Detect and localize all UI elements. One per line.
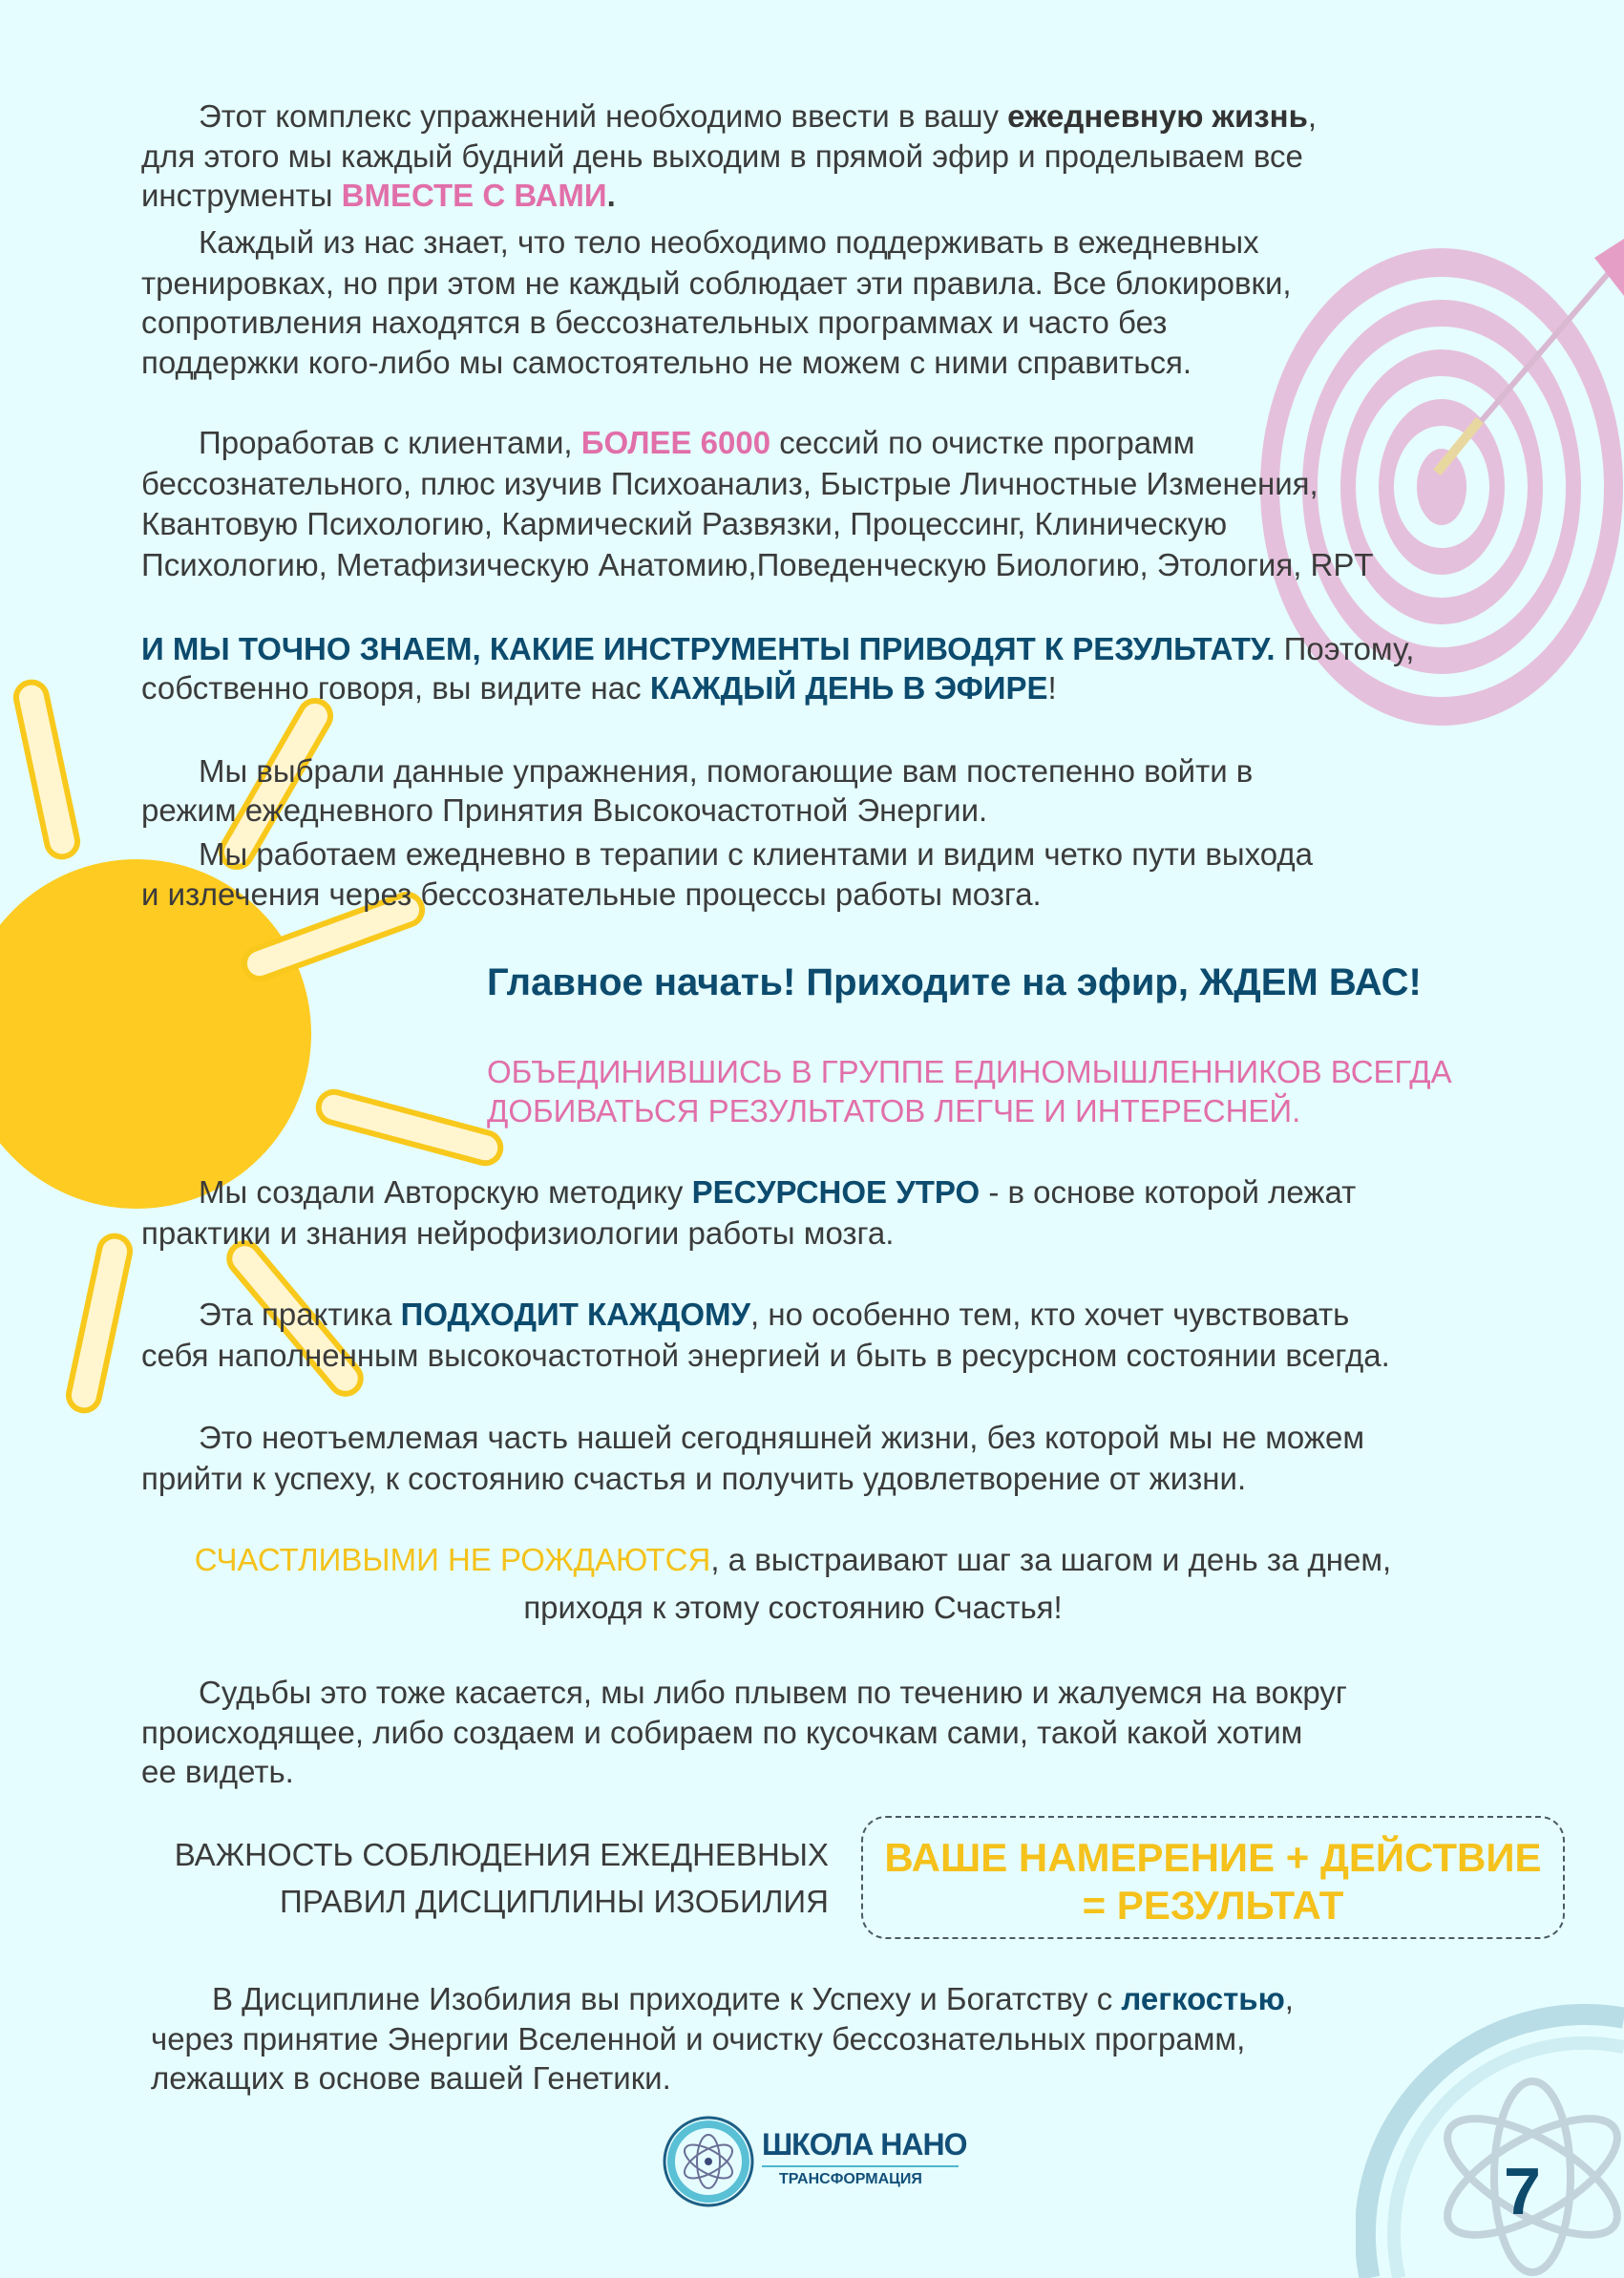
paragraph-line: Судьбы это тоже касается, мы либо плывем по течению и жалуемся на вокруг — [199, 1675, 1347, 1710]
paragraph-line: поддержки кого-либо мы самостоятельно не можем с ними справиться. — [141, 345, 1192, 380]
text: , — [1284, 1981, 1294, 2016]
logo-divider — [762, 2165, 959, 2167]
paragraph-line — [199, 1296, 1349, 1334]
headline: Главное начать! Приходите на эфир, ЖДЕМ ВАС! — [487, 961, 1422, 1003]
text: , но особенно тем, кто хочет чувствовать — [750, 1297, 1350, 1332]
paragraph-line: Это неотъемлемая часть нашей сегодняшней жизни, без которой мы не можем — [199, 1420, 1365, 1455]
pink-note-line: ДОБИВАТЬСЯ РЕЗУЛЬТАТОВ ЛЕГЧЕ И ИНТЕРЕСНЕЙ. — [487, 1093, 1301, 1128]
importance-line: ПРАВИЛ ДИСЦИПЛИНЫ ИЗОБИЛИЯ — [280, 1884, 829, 1919]
text: В Дисциплине Изобилия вы приходите к Успеху и Богатству с — [212, 1981, 1122, 2016]
highlight-text: БОЛЕЕ 6000 — [580, 425, 771, 460]
logo-subtitle: ТРАНСФОРМАЦИЯ — [779, 2171, 922, 2187]
paragraph-line — [0, 1541, 1605, 1579]
sun-ray — [62, 1230, 136, 1417]
atom-corner-decoration — [1356, 1986, 1624, 2278]
paragraph-line: для этого мы каждый будний день выходим в прямой эфир и проделываем все — [141, 138, 1303, 174]
sun-ray — [10, 676, 83, 863]
paragraph-line — [141, 669, 1057, 707]
paragraph-line: лежащих в основе вашей Генетики. — [151, 2060, 671, 2096]
text: Поэтому, — [1275, 631, 1415, 666]
paragraph-line — [212, 1980, 1294, 2018]
paragraph-line: режим ежедневного Принятия Высокочастотной Энергии. — [141, 792, 988, 828]
bold-text: ПОДХОДИТ КАЖДОМУ — [400, 1297, 751, 1332]
target-dart-illustration — [1193, 239, 1624, 773]
paragraph-line: ее видеть. — [141, 1754, 294, 1789]
text: собственно говоря, вы видите нас — [141, 670, 650, 706]
page-number: 7 — [1504, 2154, 1541, 2228]
text: ! — [1047, 670, 1057, 706]
paragraph-line: бессознательного, плюс изучив Психоанализ, Быстрые Личностные Изменения, — [141, 466, 1318, 501]
sun-ray — [312, 1086, 508, 1171]
importance-line: ВАЖНОСТЬ СОБЛЮДЕНИЯ ЕЖЕДНЕВНЫХ — [174, 1837, 829, 1872]
text: . — [606, 178, 616, 213]
paragraph-line: Мы работаем ежедневно в терапии с клиентами и видим четко пути выхода — [199, 836, 1313, 872]
text: инструменты — [141, 178, 342, 213]
bold-text: КАЖДЫЙ ДЕНЬ В ЭФИРЕ — [649, 670, 1048, 706]
paragraph-line: прийти к успеху, к состоянию счастья и получить удовлетворение от жизни. — [141, 1461, 1247, 1496]
bold-text: И МЫ ТОЧНО ЗНАЕМ, КАКИЕ ИНСТРУМЕНТЫ ПРИВОДЯТ К РЕЗУЛЬТАТУ. — [141, 631, 1276, 666]
atom-logo-icon — [661, 2114, 756, 2209]
paragraph-line — [141, 177, 616, 215]
text: , — [1307, 98, 1318, 134]
highlight-text: СЧАСТЛИВЫМИ НЕ РОЖДАЮТСЯ — [194, 1542, 711, 1577]
text: Этот комплекс упражнений необходимо ввести в вашу — [199, 98, 1008, 134]
paragraph-line: через принятие Энергии Вселенной и очистку бессознательных программ, — [151, 2021, 1246, 2057]
paragraph-line: себя наполненным высокочастотной энергией и быть в ресурсном состоянии всегда. — [141, 1338, 1390, 1373]
formula-line: ВАШЕ НАМЕРЕНИЕ + ДЕЙСТВИЕ — [884, 1835, 1542, 1880]
school-logo — [661, 2114, 976, 2209]
formula-line: = РЕЗУЛЬТАТ — [1082, 1883, 1344, 1928]
paragraph-line — [141, 630, 1414, 668]
pink-note-line: ОБЪЕДИНИВШИСЬ В ГРУППЕ ЕДИНОМЫШЛЕННИКОВ ВСЕГДА — [487, 1054, 1452, 1089]
text: Проработав с клиентами, — [199, 425, 581, 460]
text: Эта практика — [199, 1297, 401, 1332]
paragraph-line: Психологию, Метафизическую Анатомию,Поведенческую Биологию, Этология, RPT — [141, 547, 1374, 582]
logo-title: ШКОЛА НАНО — [762, 2127, 967, 2162]
text: Мы создали Авторскую методику — [199, 1174, 692, 1210]
paragraph-line — [199, 1173, 1356, 1212]
paragraph-line: приходя к этому состоянию Счастья! — [523, 1590, 1063, 1625]
bold-text: ежедневную жизнь — [1007, 98, 1308, 134]
paragraph-line: Квантовую Психологию, Кармический Развязки, Процессинг, Клиническую — [141, 506, 1228, 541]
paragraph-line: Каждый из нас знает, что тело необходимо поддерживать в ежедневных — [199, 224, 1259, 260]
paragraph-line: сопротивления находятся в бессознательных программах и часто без — [141, 305, 1168, 340]
paragraph-line: Мы выбрали данные упражнения, помогающие вам постепенно войти в — [199, 753, 1254, 789]
text: , а выстраивают шаг за шагом и день за днем, — [710, 1542, 1392, 1577]
paragraph-line — [199, 97, 1317, 136]
bold-text: легкостью — [1121, 1981, 1285, 2016]
paragraph-line: тренировках, но при этом не каждый соблюдает эти правила. Все блокировки, — [141, 265, 1292, 301]
paragraph-line: происходящее, либо создаем и собираем по кусочкам сами, такой какой хотим — [141, 1715, 1303, 1750]
highlight-text: ВМЕСТЕ С ВАМИ — [341, 178, 607, 213]
paragraph-line: практики и знания нейрофизиологии работы мозга. — [141, 1215, 895, 1251]
paragraph-line: и излечения через бессознательные процессы работы мозга. — [141, 876, 1042, 912]
bold-text: РЕСУРСНОЕ УТРО — [691, 1174, 981, 1210]
paragraph-line — [199, 424, 1194, 462]
text: сессий по очистке программ — [770, 425, 1195, 460]
text: - в основе которой лежат — [980, 1174, 1357, 1210]
